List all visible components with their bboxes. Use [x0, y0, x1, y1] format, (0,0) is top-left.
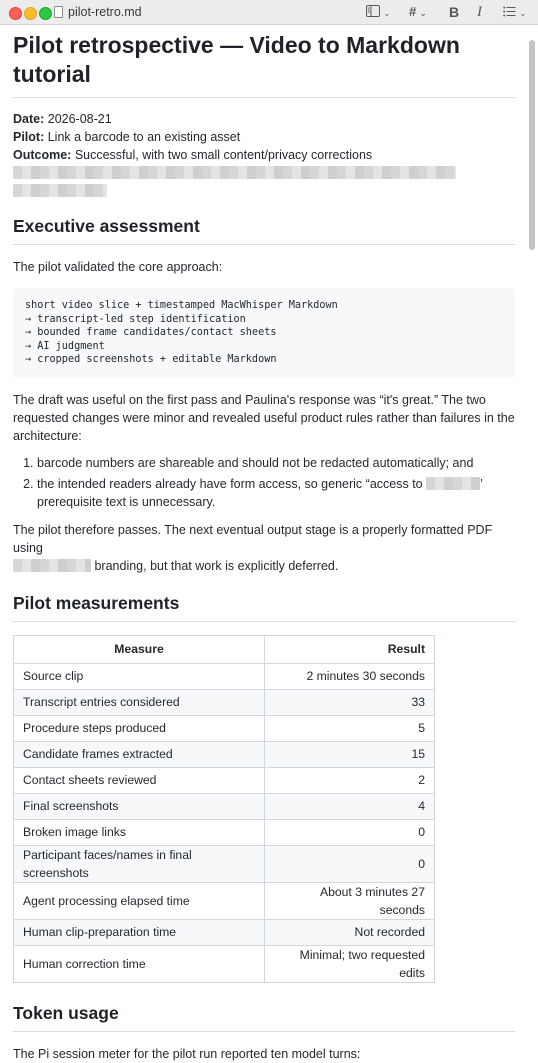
pipeline-code-block: short video slice + timestamped MacWhisper Markdown → transcript-led step identification → bounded frame candidates/contact sheets → AI judgment → cropped screenshots + editable Markdown [13, 288, 515, 378]
conclusion-paragraph [13, 521, 515, 575]
view-mode-button[interactable] [366, 3, 391, 21]
measure-cell: Human clip-preparation time [14, 919, 265, 945]
measure-cell: Candidate frames extracted [14, 741, 265, 767]
markdown-document[interactable] [13, 25, 515, 1063]
chevron-down-icon: ⌄ [419, 8, 427, 18]
measure-cell: Human correction time [14, 945, 265, 982]
redacted-text [426, 477, 480, 490]
redacted-line [13, 164, 515, 182]
list-item-text: prerequisite text is unnecessary. [37, 494, 216, 509]
measurements-table [13, 635, 435, 983]
executive-intro: The pilot validated the core approach: [13, 260, 223, 274]
zoom-window-button[interactable] [39, 7, 52, 20]
executive-assessment-heading: Executive assessment [13, 214, 515, 245]
table-row [14, 663, 435, 689]
window-title: pilot-retro.md [68, 5, 142, 19]
meta-outcome [13, 146, 515, 164]
list-item-text: the intended readers already have form access, so generic “access to [37, 476, 427, 491]
list-icon [503, 6, 516, 17]
conclusion-text: The pilot therefore passes. The next eventual output stage is a properly formatted PDF using [13, 522, 493, 555]
result-cell: 0 [265, 819, 435, 845]
pilot-measurements-heading: Pilot measurements [13, 591, 515, 622]
table-row [14, 919, 435, 945]
measure-cell: Transcript entries considered [14, 689, 265, 715]
chevron-down-icon: ⌄ [383, 8, 391, 18]
sidebar-view-icon [366, 5, 380, 17]
close-window-button[interactable] [9, 7, 22, 20]
measure-cell: Final screenshots [14, 793, 265, 819]
measure-cell: Broken image links [14, 819, 265, 845]
result-cell: Minimal; two requested edits [265, 945, 435, 982]
meta-date-label: Date: [13, 112, 45, 126]
result-cell: 5 [265, 715, 435, 741]
table-row [14, 767, 435, 793]
result-cell: 2 minutes 30 seconds [265, 663, 435, 689]
bold-button[interactable]: B [449, 4, 460, 20]
measure-cell: Source clip [14, 663, 265, 689]
measure-cell: Participant faces/names in final screenshots [14, 845, 265, 882]
window-titlebar [0, 0, 538, 25]
table-row [14, 882, 435, 919]
document-title: Pilot retrospective — Video to Markdown tutorial [13, 31, 515, 98]
executive-paragraph: The draft was useful on the first pass and Paulina's response was “it's great.” The two requested changes were minor and revealed useful product rules rather than failures in the architecture: [13, 392, 515, 443]
meta-date [13, 110, 515, 128]
list-item [37, 454, 515, 472]
list-button[interactable] [503, 3, 527, 21]
redacted-text [13, 166, 456, 179]
meta-pilot [13, 128, 515, 146]
list-item [37, 475, 515, 511]
italic-button[interactable]: I [477, 4, 482, 20]
token-usage-intro: The Pi session meter for the pilot run reported ten model turns: [13, 1046, 361, 1061]
measure-cell: Procedure steps produced [14, 715, 265, 741]
heading-label: # [409, 4, 417, 19]
measure-cell: Contact sheets reviewed [14, 767, 265, 793]
list-item-text: barcode numbers are shareable and should not be redacted automatically; and [37, 455, 474, 470]
metadata-block [13, 110, 515, 200]
meta-outcome-label: Outcome: [13, 148, 72, 162]
meta-pilot-label: Pilot: [13, 130, 45, 144]
result-cell: 33 [265, 689, 435, 715]
table-row [14, 793, 435, 819]
result-cell: 0 [265, 845, 435, 882]
table-row [14, 689, 435, 715]
table-row [14, 741, 435, 767]
heading-button[interactable] [409, 3, 427, 21]
table-row [14, 945, 435, 982]
result-cell: 2 [265, 767, 435, 793]
chevron-down-icon: ⌄ [519, 8, 527, 18]
table-row [14, 845, 435, 882]
meta-pilot-value: Link a barcode to an existing asset [44, 130, 241, 144]
document-icon [54, 6, 63, 18]
meta-date-value: 2026-08-21 [44, 112, 112, 126]
conclusion-text: branding, but that work is explicitly deferred. [91, 558, 339, 573]
requested-changes-list [13, 454, 515, 511]
result-cell: Not recorded [265, 919, 435, 945]
minimize-window-button[interactable] [24, 7, 37, 20]
table-row [14, 715, 435, 741]
result-cell: 15 [265, 741, 435, 767]
column-header-result: Result [265, 635, 435, 663]
token-usage-heading: Token usage [13, 1001, 515, 1032]
redacted-line [13, 182, 515, 200]
redacted-text [13, 559, 91, 572]
vertical-scrollbar[interactable] [529, 40, 535, 250]
result-cell: About 3 minutes 27 seconds [265, 882, 435, 919]
list-item-text: ’ [480, 476, 483, 491]
meta-outcome-value: Successful, with two small content/privacy corrections [71, 148, 373, 162]
result-cell: 4 [265, 793, 435, 819]
redacted-text [13, 184, 107, 197]
table-header-row [14, 635, 435, 663]
measure-cell: Agent processing elapsed time [14, 882, 265, 919]
table-row [14, 819, 435, 845]
column-header-measure: Measure [14, 635, 265, 663]
